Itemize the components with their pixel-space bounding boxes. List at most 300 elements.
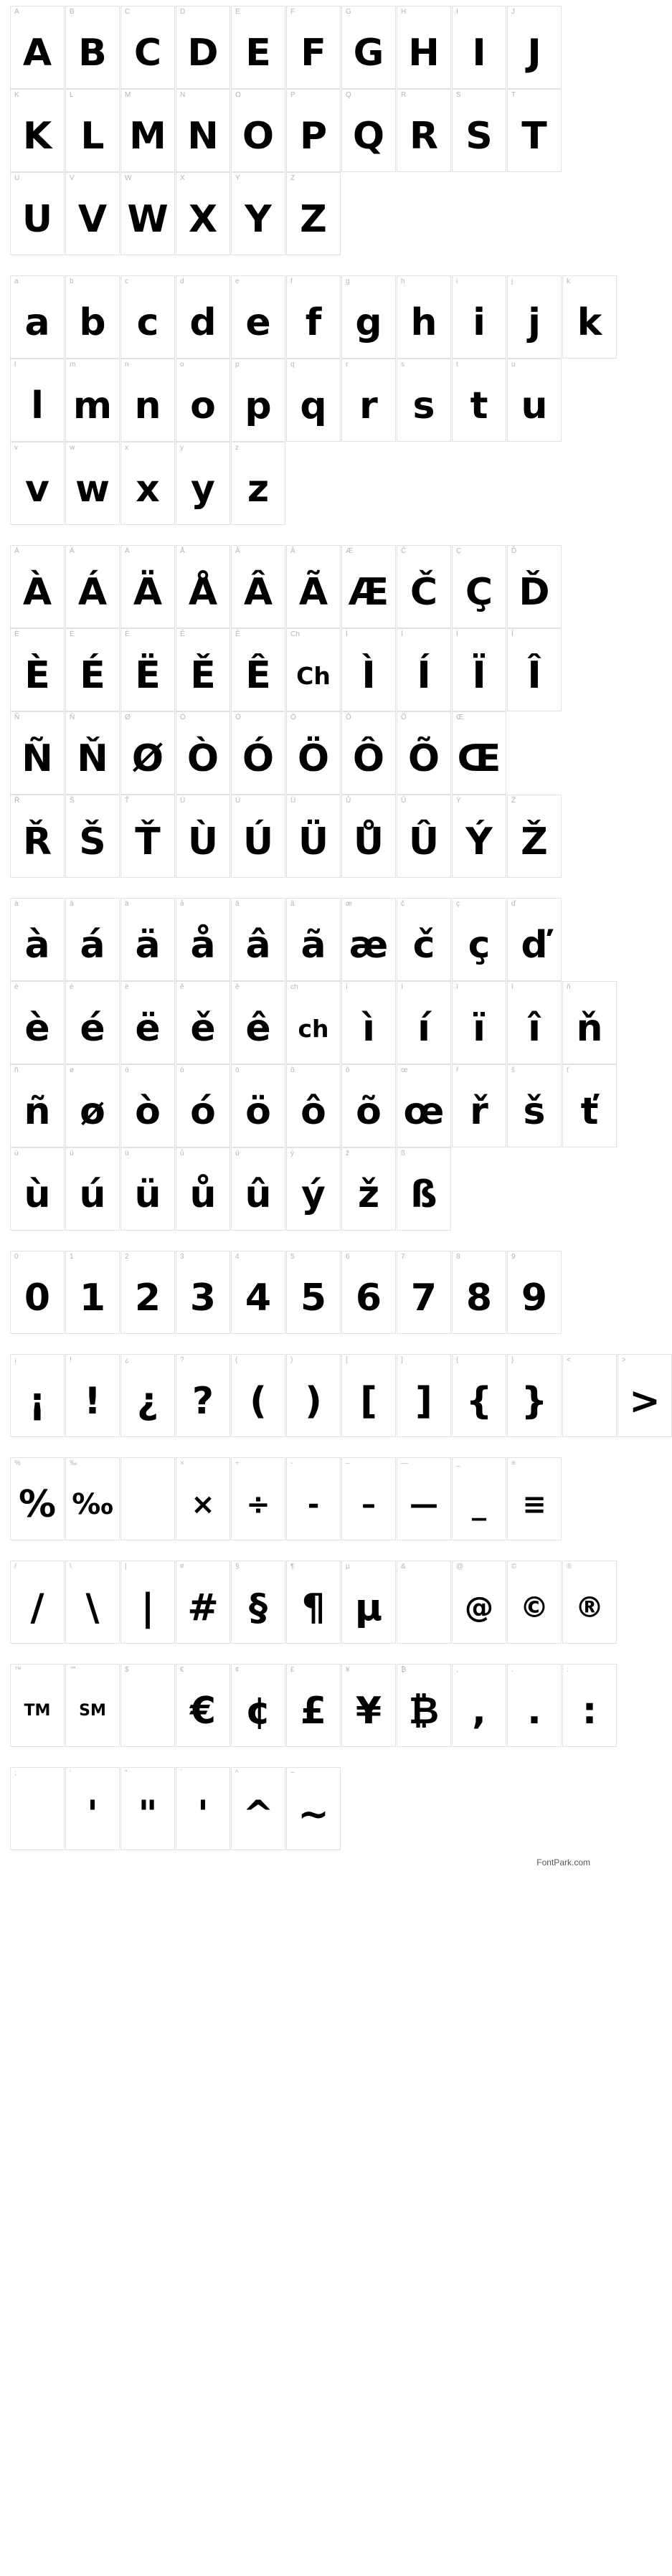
glyph-cell[interactable] — [10, 6, 65, 89]
glyph-cell[interactable] — [507, 1664, 562, 1747]
glyph-cell[interactable] — [120, 711, 175, 795]
glyph-cell[interactable] — [397, 1251, 451, 1334]
glyph-cell[interactable] — [65, 981, 120, 1064]
glyph-cell[interactable] — [286, 1767, 341, 1850]
glyph-cell[interactable] — [65, 628, 120, 711]
glyph-tag: > — [622, 1356, 626, 1364]
glyph-cell[interactable] — [286, 172, 341, 255]
glyph-cell[interactable] — [397, 1664, 451, 1747]
glyph-cell[interactable] — [176, 1064, 230, 1147]
glyph-cell[interactable] — [286, 275, 341, 359]
glyph-tag: Ë — [125, 630, 130, 638]
glyph-tag: ß — [401, 1150, 406, 1157]
glyph-cell[interactable] — [10, 795, 65, 878]
glyph-cell[interactable] — [397, 275, 451, 359]
glyph-cell[interactable] — [65, 359, 120, 442]
glyph-tag: š — [511, 1066, 515, 1074]
glyph-cell[interactable] — [65, 1251, 120, 1334]
glyph-cell[interactable] — [397, 1354, 451, 1437]
glyph-preview: ¢ — [245, 1690, 272, 1733]
glyph-preview: ¡ — [29, 1380, 46, 1423]
glyph-preview: Ó — [242, 737, 275, 780]
glyph-tag: W — [125, 174, 132, 182]
glyph-tag: ü — [125, 1150, 129, 1157]
glyph-cell[interactable] — [507, 1561, 562, 1644]
glyph-cell[interactable] — [176, 1561, 230, 1644]
glyph-cell[interactable] — [120, 1767, 175, 1850]
glyph-cell[interactable] — [176, 981, 230, 1064]
glyph-cell[interactable] — [452, 628, 506, 711]
glyph-cell[interactable] — [176, 442, 230, 525]
glyph-cell[interactable] — [231, 1064, 285, 1147]
glyph-cell[interactable] — [286, 1664, 341, 1747]
glyph-cell[interactable] — [176, 1457, 230, 1540]
glyph-preview: å — [190, 924, 216, 967]
glyph-cell[interactable] — [507, 1064, 562, 1147]
glyph-cell[interactable] — [120, 359, 175, 442]
glyph-cell[interactable] — [176, 545, 230, 628]
glyph-preview: > — [629, 1380, 661, 1423]
glyph-preview: ç — [468, 924, 491, 967]
glyph-cell[interactable] — [617, 1354, 672, 1437]
glyph-cell[interactable] — [286, 795, 341, 878]
glyph-cell[interactable] — [397, 711, 451, 795]
glyph-cell[interactable] — [507, 981, 562, 1064]
glyph-preview: ) — [305, 1380, 322, 1423]
glyph-tag: ¶ — [290, 1563, 295, 1571]
glyph-cell[interactable] — [231, 628, 285, 711]
glyph-cell[interactable] — [65, 6, 120, 89]
glyph-cell[interactable] — [120, 981, 175, 1064]
glyph-preview: û — [245, 1173, 272, 1216]
glyph-cell[interactable] — [286, 1064, 341, 1147]
glyph-cell[interactable] — [176, 359, 230, 442]
glyph-tag: × — [180, 1459, 184, 1467]
glyph-cell[interactable] — [507, 545, 562, 628]
glyph-cell[interactable] — [120, 628, 175, 711]
glyph-preview: ý — [301, 1173, 326, 1216]
glyph-cell[interactable] — [10, 89, 65, 172]
glyph-tag: ( — [235, 1356, 238, 1364]
glyph-tag: 4 — [235, 1253, 240, 1261]
glyph-preview: Ô — [352, 737, 385, 780]
glyph-cell[interactable] — [341, 711, 396, 795]
glyph-cell[interactable] — [286, 898, 341, 981]
glyph-tag: Ď — [511, 547, 517, 555]
glyph-cell[interactable] — [176, 795, 230, 878]
glyph-cell[interactable] — [65, 1147, 120, 1231]
glyph-cell[interactable] — [341, 898, 396, 981]
glyph-cell[interactable] — [10, 1561, 65, 1644]
glyph-cell[interactable] — [176, 89, 230, 172]
glyph-preview: × — [191, 1488, 215, 1521]
glyph-cell[interactable] — [10, 711, 65, 795]
glyph-cell[interactable] — [452, 1251, 506, 1334]
glyph-cell[interactable] — [341, 1457, 396, 1540]
glyph-cell[interactable] — [341, 1064, 396, 1147]
glyph-cell[interactable] — [65, 275, 120, 359]
glyph-cell[interactable] — [452, 275, 506, 359]
glyph-cell[interactable] — [231, 6, 285, 89]
glyph-cell[interactable] — [286, 359, 341, 442]
glyph-preview: V — [77, 198, 108, 241]
glyph-cell[interactable] — [341, 1147, 396, 1231]
glyph-cell[interactable] — [65, 442, 120, 525]
glyph-cell[interactable] — [10, 628, 65, 711]
glyph-cell[interactable] — [231, 275, 285, 359]
glyph-cell[interactable] — [65, 172, 120, 255]
glyph-preview: — — [410, 1488, 438, 1521]
glyph-cell[interactable] — [176, 628, 230, 711]
glyph-cell[interactable] — [397, 89, 451, 172]
glyph-tag: É — [70, 630, 75, 638]
glyph-tag: @ — [456, 1563, 464, 1571]
glyph-preview: Á — [77, 571, 108, 614]
glyph-cell[interactable] — [176, 1664, 230, 1747]
glyph-cell[interactable] — [176, 1251, 230, 1334]
glyph-cell[interactable] — [176, 1354, 230, 1437]
glyph-cell[interactable] — [10, 981, 65, 1064]
glyph-cell[interactable] — [452, 711, 506, 795]
glyph-preview: ù — [24, 1173, 51, 1216]
glyph-cell[interactable] — [286, 1147, 341, 1231]
glyph-cell[interactable] — [231, 442, 285, 525]
glyph-cell[interactable] — [286, 6, 341, 89]
glyph-cell[interactable] — [65, 545, 120, 628]
glyph-cell[interactable] — [286, 628, 341, 711]
glyph-tag: 3 — [180, 1253, 184, 1261]
glyph-cell[interactable] — [120, 1457, 175, 1540]
glyph-tag: w — [70, 444, 75, 452]
glyph-tag: ù — [14, 1150, 19, 1157]
glyph-tag: ¡ — [14, 1356, 17, 1364]
glyph-preview: ň — [576, 1007, 603, 1050]
glyph-preview: © — [520, 1591, 549, 1624]
glyph-cell[interactable] — [65, 898, 120, 981]
glyph-cell[interactable] — [120, 1147, 175, 1231]
glyph-cell[interactable] — [397, 6, 451, 89]
glyph-tag: $ — [125, 1666, 129, 1674]
glyph-cell[interactable] — [231, 711, 285, 795]
glyph-preview: Ù — [187, 820, 219, 863]
glyph-cell[interactable] — [507, 275, 562, 359]
glyph-preview: Ch — [296, 661, 331, 690]
glyph-tag: ø — [70, 1066, 75, 1074]
glyph-cell[interactable] — [341, 359, 396, 442]
glyph-cell[interactable] — [507, 1457, 562, 1540]
glyph-tag: ž — [346, 1150, 349, 1157]
glyph-preview: Œ — [457, 737, 501, 780]
glyph-preview: Q — [352, 115, 385, 158]
glyph-preview: P — [299, 115, 328, 158]
glyph-cell[interactable] — [176, 275, 230, 359]
glyph-tag: ¢ — [235, 1666, 240, 1674]
glyph-cell[interactable] — [452, 981, 506, 1064]
glyph-cell[interactable] — [120, 1064, 175, 1147]
glyph-tag: R — [401, 91, 407, 99]
glyph-cell[interactable] — [562, 1664, 617, 1747]
glyph-cell[interactable] — [231, 795, 285, 878]
glyph-cell[interactable] — [562, 1561, 617, 1644]
glyph-cell[interactable] — [231, 1147, 285, 1231]
glyph-cell[interactable] — [341, 6, 396, 89]
glyph-cell[interactable] — [231, 1251, 285, 1334]
glyph-tag: À — [14, 547, 19, 555]
glyph-cell[interactable] — [452, 545, 506, 628]
glyph-cell[interactable] — [507, 1251, 562, 1334]
glyph-cell[interactable] — [397, 359, 451, 442]
glyph-preview: t — [470, 384, 488, 427]
glyph-cell[interactable] — [65, 1767, 120, 1850]
glyph-cell[interactable] — [231, 359, 285, 442]
glyph-preview: # — [187, 1586, 219, 1629]
glyph-cell[interactable] — [120, 6, 175, 89]
glyph-cell[interactable] — [341, 545, 396, 628]
glyph-cell[interactable] — [397, 981, 451, 1064]
glyph-cell[interactable] — [120, 795, 175, 878]
glyph-cell[interactable] — [120, 898, 175, 981]
glyph-tag: õ — [346, 1066, 350, 1074]
glyph-preview: 8 — [465, 1277, 493, 1320]
glyph-cell[interactable] — [452, 1457, 506, 1540]
glyph-cell[interactable] — [507, 1354, 562, 1437]
glyph-tag: Ř — [14, 797, 20, 805]
glyph-tag: Ã — [290, 547, 295, 555]
glyph-cell[interactable] — [10, 359, 65, 442]
glyph-preview: m — [72, 384, 113, 427]
glyph-cell[interactable] — [65, 1664, 120, 1747]
glyph-tag: ≡ — [511, 1459, 516, 1467]
glyph-preview: ã — [300, 924, 326, 967]
glyph-cell[interactable] — [562, 275, 617, 359]
glyph-preview: ú — [79, 1173, 106, 1216]
glyph-cell[interactable] — [120, 1664, 175, 1747]
glyph-cell[interactable] — [397, 898, 451, 981]
glyph-cell[interactable] — [341, 795, 396, 878]
glyph-cell[interactable] — [507, 898, 562, 981]
glyph-preview: Š — [79, 820, 106, 863]
glyph-cell[interactable] — [10, 898, 65, 981]
glyph-cell[interactable] — [397, 628, 451, 711]
glyph-preview: L — [80, 115, 105, 158]
glyph-cell[interactable] — [507, 628, 562, 711]
glyph-cell[interactable] — [65, 1064, 120, 1147]
glyph-preview: 4 — [245, 1277, 272, 1320]
glyph-tag: Æ — [346, 547, 353, 555]
glyph-tag: L — [70, 91, 74, 99]
glyph-tag: Ú — [235, 797, 241, 805]
glyph-preview: : — [582, 1690, 597, 1733]
glyph-cell[interactable] — [452, 1664, 506, 1747]
glyph-cell[interactable] — [452, 359, 506, 442]
glyph-preview: E — [245, 32, 271, 75]
glyph-cell[interactable] — [120, 172, 175, 255]
glyph-cell[interactable] — [286, 1354, 341, 1437]
glyph-cell[interactable] — [120, 1561, 175, 1644]
glyph-cell[interactable] — [452, 795, 506, 878]
glyph-preview: ě — [190, 1007, 216, 1050]
glyph-cell[interactable] — [231, 1457, 285, 1540]
glyph-cell[interactable] — [562, 1354, 617, 1437]
glyph-cell[interactable] — [286, 1457, 341, 1540]
glyph-cell[interactable] — [286, 545, 341, 628]
glyph-cell[interactable] — [65, 795, 120, 878]
glyph-tag: ò — [125, 1066, 129, 1074]
glyph-tag: a — [14, 278, 19, 285]
glyph-preview: k — [577, 301, 602, 344]
glyph-preview: Z — [300, 198, 327, 241]
glyph-cell[interactable] — [286, 1561, 341, 1644]
glyph-cell[interactable] — [397, 795, 451, 878]
glyph-cell[interactable] — [507, 359, 562, 442]
glyph-preview: u — [521, 384, 548, 427]
glyph-preview: 1 — [79, 1277, 106, 1320]
glyph-tag: ] — [401, 1356, 403, 1364]
glyph-tag: 7 — [401, 1253, 405, 1261]
glyph-cell[interactable] — [562, 981, 617, 1064]
glyph-preview: à — [24, 924, 50, 967]
glyph-cell[interactable] — [341, 1561, 396, 1644]
glyph-cell[interactable] — [10, 1457, 65, 1540]
glyph-preview: ₿ — [408, 1690, 440, 1733]
glyph-cell[interactable] — [176, 6, 230, 89]
glyph-tag: ê — [235, 983, 240, 991]
glyph-row-accented-upper-4 — [10, 795, 606, 878]
glyph-cell[interactable] — [10, 1251, 65, 1334]
glyph-cell[interactable] — [120, 442, 175, 525]
glyph-preview: 2 — [134, 1277, 161, 1320]
glyph-tag: n — [125, 361, 129, 369]
glyph-preview: n — [134, 384, 161, 427]
glyph-cell[interactable] — [65, 1354, 120, 1437]
glyph-preview: [ — [360, 1380, 377, 1423]
glyph-cell[interactable] — [286, 1251, 341, 1334]
glyph-tag: y — [180, 444, 184, 452]
glyph-cell[interactable] — [176, 172, 230, 255]
glyph-cell[interactable] — [341, 89, 396, 172]
glyph-preview: É — [80, 654, 105, 697]
glyph-cell[interactable] — [120, 275, 175, 359]
glyph-preview: Ö — [297, 737, 330, 780]
glyph-cell[interactable] — [341, 628, 396, 711]
glyph-cell[interactable] — [65, 1457, 120, 1540]
glyph-cell[interactable] — [341, 1251, 396, 1334]
glyph-tag: % — [14, 1459, 21, 1467]
glyph-tag: X — [180, 174, 185, 182]
glyph-row-uppercase-2 — [10, 89, 606, 172]
glyph-cell[interactable] — [176, 898, 230, 981]
glyph-cell[interactable] — [10, 545, 65, 628]
glyph-tag: à — [14, 900, 19, 908]
glyph-tag: µ — [346, 1563, 350, 1571]
glyph-cell[interactable] — [120, 89, 175, 172]
glyph-preview: 0 — [24, 1277, 51, 1320]
glyph-preview: Ú — [242, 820, 274, 863]
glyph-cell[interactable] — [452, 1561, 506, 1644]
glyph-row-accented-lower-2 — [10, 981, 606, 1064]
glyph-cell[interactable] — [452, 1354, 506, 1437]
glyph-cell[interactable] — [341, 981, 396, 1064]
glyph-cell[interactable] — [10, 1147, 65, 1231]
glyph-cell[interactable] — [452, 6, 506, 89]
glyph-cell[interactable] — [286, 89, 341, 172]
glyph-cell[interactable] — [10, 442, 65, 525]
glyph-cell[interactable] — [231, 545, 285, 628]
glyph-preview: p — [245, 384, 272, 427]
glyph-cell[interactable] — [231, 1767, 285, 1850]
glyph-cell[interactable] — [65, 711, 120, 795]
glyph-cell[interactable] — [452, 1064, 506, 1147]
glyph-cell[interactable] — [507, 89, 562, 172]
glyph-cell[interactable] — [341, 275, 396, 359]
glyph-preview: £ — [300, 1690, 327, 1733]
glyph-cell[interactable] — [507, 795, 562, 878]
glyph-cell[interactable] — [176, 711, 230, 795]
glyph-cell[interactable] — [231, 1354, 285, 1437]
glyph-row-symbols-3 — [10, 1664, 606, 1747]
glyph-preview: ' — [87, 1793, 98, 1836]
glyph-cell[interactable] — [231, 89, 285, 172]
glyph-preview: Ã — [298, 571, 328, 614]
glyph-cell[interactable] — [341, 1664, 396, 1747]
glyph-cell[interactable] — [452, 89, 506, 172]
glyph-cell[interactable] — [397, 1457, 451, 1540]
glyph-cell[interactable] — [120, 1251, 175, 1334]
glyph-cell[interactable] — [231, 1664, 285, 1747]
glyph-preview: X — [188, 198, 218, 241]
glyph-cell[interactable] — [397, 1147, 451, 1231]
glyph-cell[interactable] — [452, 898, 506, 981]
glyph-tag: ů — [180, 1150, 184, 1157]
glyph-preview: ÷ — [246, 1488, 270, 1521]
glyph-cell[interactable] — [176, 1767, 230, 1850]
glyph-cell[interactable] — [286, 981, 341, 1064]
glyph-preview — [563, 1373, 616, 1429]
glyph-preview: i — [473, 301, 486, 344]
glyph-tag: Y — [235, 174, 240, 182]
glyph-cell[interactable] — [10, 1354, 65, 1437]
glyph-cell[interactable] — [397, 1561, 451, 1644]
glyph-cell[interactable] — [176, 1147, 230, 1231]
glyph-tag: £ — [290, 1666, 295, 1674]
glyph-cell[interactable] — [562, 1064, 617, 1147]
glyph-cell[interactable] — [10, 172, 65, 255]
glyph-cell[interactable] — [10, 275, 65, 359]
glyph-tag: © — [511, 1563, 517, 1571]
glyph-tag: Ü — [290, 797, 296, 805]
glyph-cell[interactable] — [341, 1354, 396, 1437]
glyph-tag: F — [290, 8, 295, 16]
glyph-cell[interactable] — [10, 1767, 65, 1850]
glyph-cell[interactable] — [120, 545, 175, 628]
glyph-cell[interactable] — [120, 1354, 175, 1437]
glyph-cell[interactable] — [10, 1664, 65, 1747]
glyph-cell[interactable] — [231, 172, 285, 255]
glyph-cell[interactable] — [397, 1064, 451, 1147]
glyph-cell[interactable] — [231, 1561, 285, 1644]
glyph-cell[interactable] — [231, 981, 285, 1064]
glyph-cell[interactable] — [65, 89, 120, 172]
glyph-cell[interactable] — [10, 1064, 65, 1147]
glyph-tag: ₿ — [401, 1666, 407, 1674]
glyph-tag: 2 — [125, 1253, 129, 1261]
glyph-cell[interactable] — [65, 1561, 120, 1644]
glyph-cell[interactable] — [397, 545, 451, 628]
glyph-cell[interactable] — [286, 711, 341, 795]
glyph-tag: Ù — [180, 797, 186, 805]
glyph-cell[interactable] — [231, 898, 285, 981]
glyph-cell[interactable] — [507, 6, 562, 89]
